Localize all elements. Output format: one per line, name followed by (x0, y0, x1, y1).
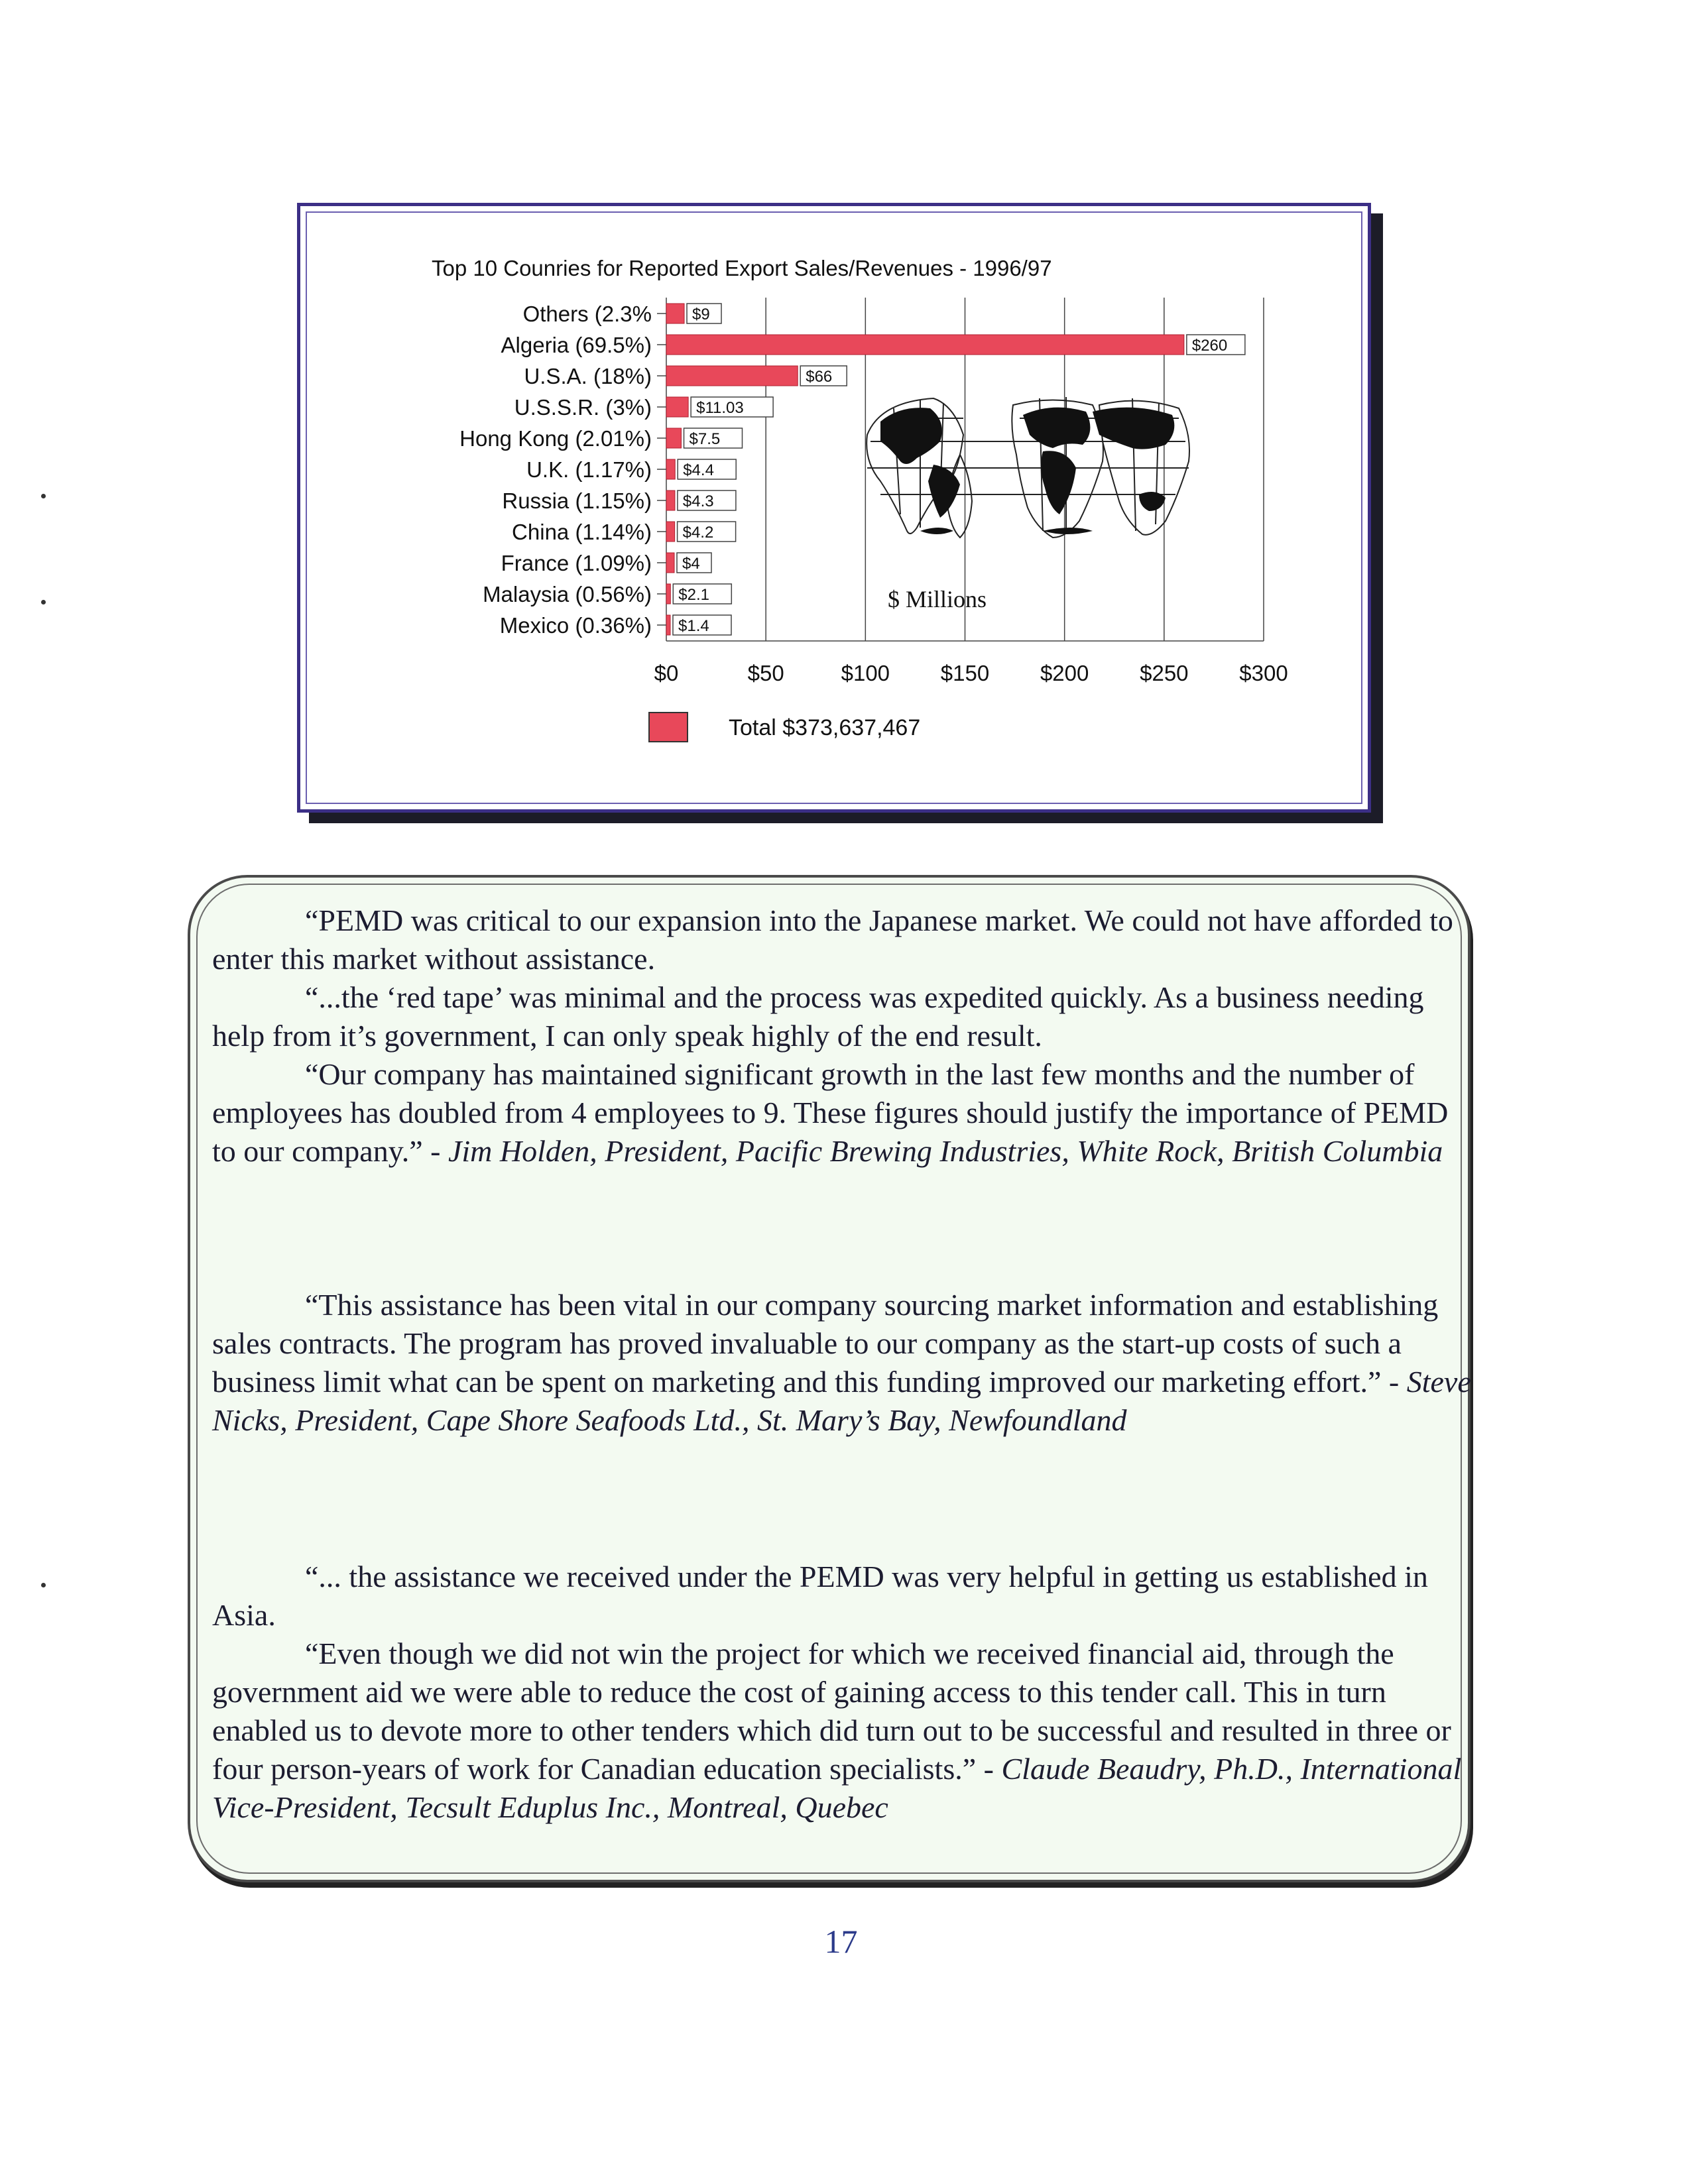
category-label: China (1.14%) (512, 520, 652, 544)
x-tick-label: $50 (747, 661, 784, 685)
bar (666, 428, 682, 448)
chart-category-labels (459, 302, 666, 638)
bar (666, 459, 675, 479)
testimonial-3 (212, 1558, 1472, 1827)
x-tick-label: $300 (1239, 661, 1288, 685)
bar (666, 490, 675, 510)
data-label: $11.03 (696, 399, 744, 417)
category-label: U.S.S.R. (3%) (514, 395, 652, 420)
testimonial-attribution: Claude Beaudry, Ph.D., International Vice-President, Tecsult Eduplus Inc., Montreal, Quebec (212, 1752, 1462, 1824)
category-label: Malaysia (0.56%) (483, 582, 652, 606)
testimonial-paragraph (212, 1286, 1472, 1440)
testimonial-text: “This assistance has been vital in our company sourcing market information and establishing sales contracts. The program has proved invaluable to our company as the start-up costs of such a business limit what can be spent on marketing and this funding improved our marketing effort.” - (212, 1288, 1439, 1399)
data-label: $7.5 (689, 430, 721, 448)
category-label: France (1.09%) (501, 551, 652, 575)
category-label: Hong Kong (2.01%) (459, 426, 652, 451)
data-label: $4.4 (683, 461, 714, 479)
category-label: U.S.A. (18%) (524, 364, 652, 388)
chart-annotation-units: $ Millions (888, 586, 987, 612)
x-tick-label: $250 (1140, 661, 1189, 685)
testimonial-text: “Even though we did not win the project for which we received financial aid, through the government aid we were able to reduce the cost of gaining access to this tender call. This in turn enabled us to devote more to other tenders which did turn out to be successful and resulted in three or four person-years of work for Canadian education specialists.” - (212, 1637, 1451, 1786)
data-label: $4 (682, 555, 700, 573)
bar (666, 366, 798, 386)
scan-speck (41, 1583, 46, 1587)
export-sales-chart (300, 206, 1368, 809)
bar (666, 304, 684, 323)
testimonial-attribution: Steve Nicks, President, Cape Shore Seafoods Ltd., St. Mary’s Bay, Newfoundland (212, 1365, 1471, 1437)
category-label: Algeria (69.5%) (501, 333, 652, 357)
data-label: $260 (1191, 337, 1228, 355)
testimonial-paragraph (212, 1635, 1472, 1827)
testimonial-paragraph: “...the ‘red tape’ was minimal and the process was expedited quickly. As a business needing help from it’s government, I can only speak highly of the end result. (212, 980, 1424, 1053)
testimonial-paragraph: “PEMD was critical to our expansion into the Japanese market. We could not have afforded to enter this market without assistance. (212, 903, 1453, 976)
bar (666, 553, 674, 573)
world-map-icon (867, 397, 1189, 538)
chart-frame (297, 203, 1371, 813)
testimonial-2 (212, 1286, 1472, 1440)
testimonial-attribution: Jim Holden, President, Pacific Brewing Industries, White Rock, British Columbia (448, 1134, 1443, 1168)
data-label: $9 (692, 306, 710, 323)
data-label: $1.4 (678, 617, 709, 635)
testimonial-text: “Our company has maintained significant growth in the last few months and the number of employees has doubled from 4 employees to 9. These figures should justify the importance of PEMD to our company.” - (212, 1057, 1449, 1168)
x-tick-label: $0 (654, 661, 679, 685)
data-label: $4.3 (682, 492, 714, 510)
bar (666, 397, 688, 417)
bar (666, 615, 670, 635)
data-label: $2.1 (678, 586, 710, 604)
chart-title: Top 10 Counries for Reported Export Sales/Revenues - 1996/97 (432, 256, 1052, 280)
data-label: $4.2 (682, 524, 714, 542)
testimonial-1 (212, 901, 1472, 1171)
chart-x-ticks (654, 661, 1288, 685)
scan-speck (41, 600, 46, 604)
scan-speck (41, 494, 46, 498)
category-label: Russia (1.15%) (502, 489, 652, 513)
x-tick-label: $100 (841, 661, 890, 685)
category-label: Others (2.3% (522, 302, 652, 326)
bar (666, 522, 675, 542)
data-label: $66 (806, 368, 833, 386)
category-label: Mexico (0.36%) (499, 613, 652, 638)
testimonial-paragraph (212, 1055, 1472, 1171)
category-label: U.K. (1.17%) (526, 457, 652, 482)
bar (666, 584, 670, 604)
x-tick-label: $200 (1040, 661, 1089, 685)
legend-swatch (649, 713, 688, 742)
testimonial-paragraph: “... the assistance we received under the PEMD was very helpful in getting us established in Asia. (212, 1560, 1428, 1632)
legend-label: Total $373,637,467 (729, 715, 921, 740)
bar (666, 335, 1184, 355)
testimonial-panel (188, 875, 1471, 1882)
x-tick-label: $150 (940, 661, 990, 685)
page-number: 17 (824, 1923, 858, 1960)
